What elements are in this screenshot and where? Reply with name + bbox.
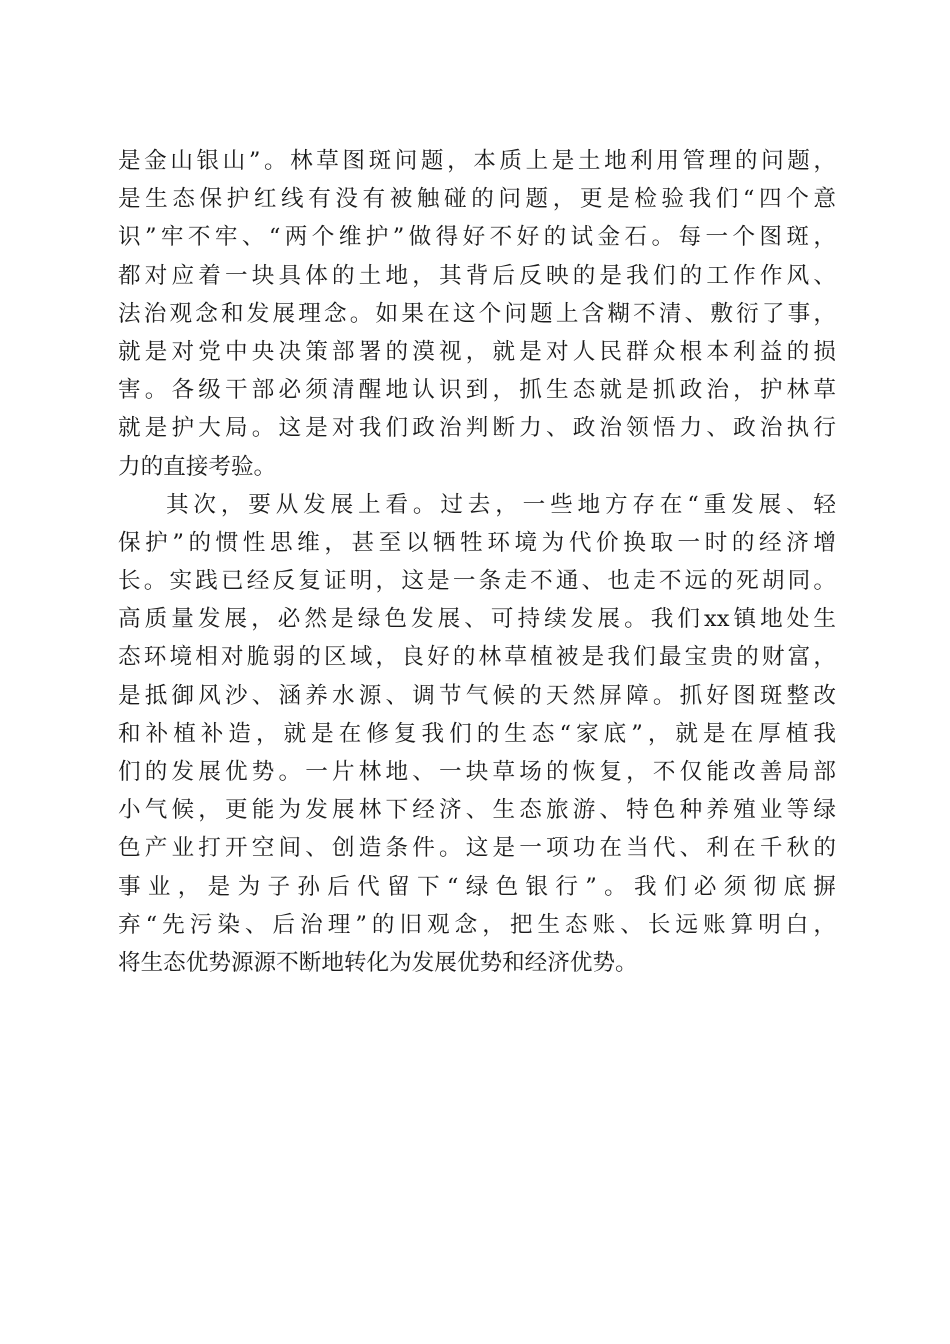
paragraph-line: 都对应着一块具体的土地，其背后反映的是我们的工作作风、 [118, 262, 836, 289]
paragraph-line: 识”牢不牢、“两个维护”做得好不好的试金石。每一个图斑， [118, 224, 836, 251]
paragraph-line: 高质量发展，必然是绿色发展、可持续发展。我们xx镇地处生 [118, 606, 836, 633]
paragraph-line: 长。实践已经反复证明，这是一条走不通、也走不远的死胡同。 [118, 568, 836, 595]
paragraph-2 [118, 486, 836, 982]
paragraph-line: 力的直接考验。 [118, 453, 277, 480]
paragraph-line: 小气候，更能为发展林下经济、生态旅游、特色种养殖业等绿 [118, 797, 836, 824]
paragraph-line: 和补植补造，就是在修复我们的生态“家底”，就是在厚植我 [118, 720, 836, 747]
paragraph-line: 其次，要从发展上看。过去，一些地方存在“重发展、轻 [166, 491, 836, 518]
document-body [118, 142, 836, 982]
paragraph-line: 们的发展优势。一片林地、一块草场的恢复，不仅能改善局部 [118, 759, 836, 785]
paragraph-line: 法治观念和发展理念。如果在这个问题上含糊不清、敷衍了事， [118, 300, 836, 327]
paragraph-1 [118, 142, 836, 486]
paragraph-line: 将生态优势源源不断地转化为发展优势和经济优势。 [118, 949, 638, 976]
paragraph-line: 态环境相对脆弱的区域，良好的林草植被是我们最宝贵的财富， [118, 644, 836, 671]
paragraph-line: 就是对党中央决策部署的漠视，就是对人民群众根本利益的损 [118, 338, 836, 365]
paragraph-line: 色产业打开空间、创造条件。这是一项功在当代、利在千秋的 [118, 835, 836, 862]
paragraph-line: 就是护大局。这是对我们政治判断力、政治领悟力、政治执行 [118, 415, 836, 442]
paragraph-line: 事业，是为子孙后代留下“绿色银行”。我们必须彻底摒 [118, 873, 836, 900]
paragraph-line: 是生态保护红线有没有被触碰的问题，更是检验我们“四个意 [118, 186, 836, 213]
paragraph-line: 弃“先污染、后治理”的旧观念，把生态账、长远账算明白， [118, 911, 836, 938]
paragraph-line: 是金山银山”。林草图斑问题，本质上是土地利用管理的问题， [118, 148, 836, 174]
paragraph-line: 保护”的惯性思维，甚至以牺牲环境为代价换取一时的经济增 [118, 529, 836, 556]
paragraph-line: 害。各级干部必须清醒地认识到，抓生态就是抓政治，护林草 [118, 377, 836, 404]
paragraph-line: 是抵御风沙、涵养水源、调节气候的天然屏障。抓好图斑整改 [118, 682, 836, 709]
